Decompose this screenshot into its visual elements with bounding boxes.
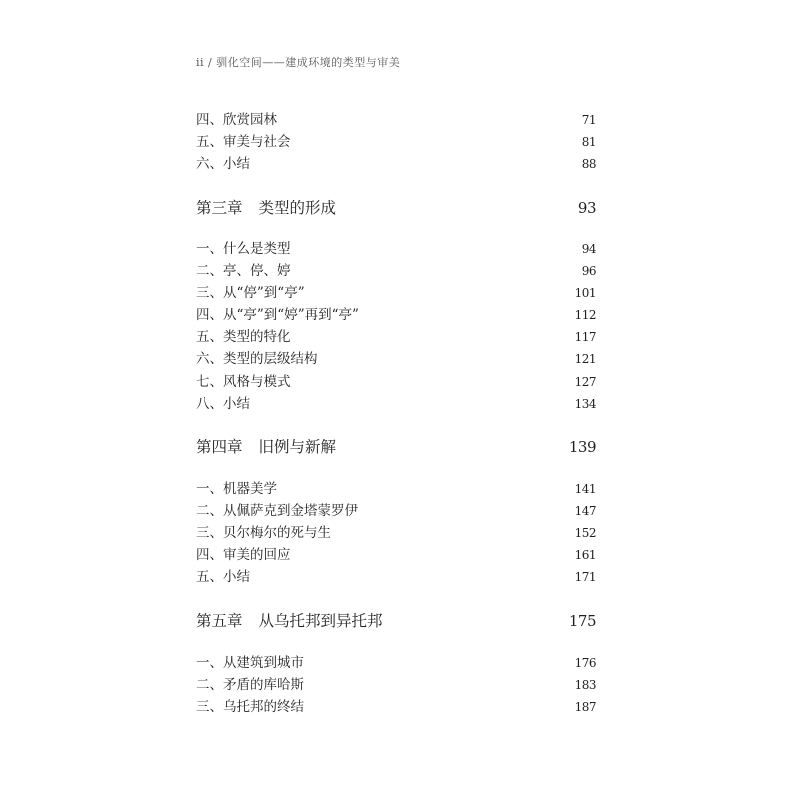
toc-entry — [196, 155, 596, 173]
toc-entry-page: 112 — [574, 308, 596, 322]
toc-entry-page: 117 — [574, 330, 596, 344]
toc-entry — [196, 676, 596, 694]
toc-entry — [196, 133, 596, 151]
toc-entry-title: 三、乌托邦的终结 — [196, 699, 304, 715]
toc-entry-page: 171 — [574, 570, 596, 584]
toc-entry — [196, 350, 596, 368]
toc-entry-title: 四、欣赏园林 — [196, 112, 277, 128]
toc-entry-title: 六、小结 — [196, 156, 250, 172]
toc-entry-page: 94 — [581, 242, 596, 256]
toc-entry-title: 一、什么是类型 — [196, 241, 291, 257]
toc-chapter-page: 93 — [577, 199, 596, 217]
toc-chapter-page: 175 — [568, 612, 596, 630]
toc-entry-page: 127 — [574, 375, 596, 389]
toc-entry — [196, 262, 596, 280]
toc-entry-page: 121 — [574, 352, 596, 366]
toc-entry-page: 183 — [574, 678, 596, 692]
toc-chapter-number: 第五章 — [196, 612, 243, 630]
toc-chapter-number: 第四章 — [196, 438, 243, 456]
toc-entry-page: 88 — [581, 157, 596, 171]
toc-entry-title: 五、审美与社会 — [196, 134, 291, 150]
running-header — [196, 54, 400, 70]
toc-entry — [196, 240, 596, 258]
toc-chapter — [196, 610, 596, 632]
toc-chapter-heading — [196, 197, 336, 219]
toc-entry-title: 三、贝尔梅尔的死与生 — [196, 525, 331, 541]
toc-chapter-heading — [196, 436, 336, 458]
toc-entry — [196, 328, 596, 346]
toc-entry-title: 三、从“停”到“亭” — [196, 285, 305, 301]
toc-entry-page: 96 — [581, 264, 596, 278]
toc-entry-page: 147 — [574, 504, 596, 518]
toc-entry — [196, 306, 596, 324]
toc-entry — [196, 502, 596, 520]
toc-entry — [196, 373, 596, 391]
toc-entry-page: 141 — [574, 482, 596, 496]
header-page-number: ii — [196, 56, 205, 69]
toc-entry-page: 71 — [581, 113, 596, 127]
toc-chapter-title: 类型的形成 — [258, 199, 337, 217]
toc-entry-title: 五、小结 — [196, 569, 250, 585]
toc-entry-title: 二、从佩萨克到金塔蒙罗伊 — [196, 503, 358, 519]
toc-chapter-heading — [196, 610, 383, 632]
toc-entry-page: 187 — [574, 700, 596, 714]
toc-chapter-number: 第三章 — [196, 199, 243, 217]
toc-entry — [196, 698, 596, 716]
toc-chapter-title: 旧例与新解 — [258, 438, 337, 456]
toc-entry-page: 152 — [574, 526, 596, 540]
toc-entry-title: 一、机器美学 — [196, 481, 277, 497]
toc-chapter-page: 139 — [568, 438, 596, 456]
toc-entry-page: 81 — [581, 135, 596, 149]
toc-entry-page: 161 — [574, 548, 596, 562]
toc-entry-page: 134 — [574, 397, 596, 411]
toc-entry — [196, 284, 596, 302]
toc-entry-title: 六、类型的层级结构 — [196, 351, 318, 367]
toc-entry — [196, 480, 596, 498]
toc-entry-title: 八、小结 — [196, 396, 250, 412]
toc-entry — [196, 111, 596, 129]
toc-entry-title: 二、矛盾的库哈斯 — [196, 677, 304, 693]
toc-chapter-title: 从乌托邦到异托邦 — [258, 612, 383, 630]
toc-entry-title: 四、从“亭”到“婷”再到“亭” — [196, 307, 359, 323]
toc-chapter — [196, 436, 596, 458]
toc-entry — [196, 568, 596, 586]
toc-entry-page: 101 — [574, 286, 596, 300]
toc-entry-page: 176 — [574, 656, 596, 670]
toc-entry — [196, 395, 596, 413]
toc-entry — [196, 654, 596, 672]
toc-entry-title: 五、类型的特化 — [196, 329, 291, 345]
toc-entry — [196, 546, 596, 564]
toc-entry — [196, 524, 596, 542]
header-running-title: / 驯化空间——建成环境的类型与审美 — [208, 56, 401, 69]
toc-chapter — [196, 197, 596, 219]
toc-entry-title: 一、从建筑到城市 — [196, 655, 304, 671]
toc-entry-title: 七、风格与模式 — [196, 374, 291, 390]
toc-entry-title: 二、亭、停、婷 — [196, 263, 291, 279]
toc-entry-title: 四、审美的回应 — [196, 547, 291, 563]
